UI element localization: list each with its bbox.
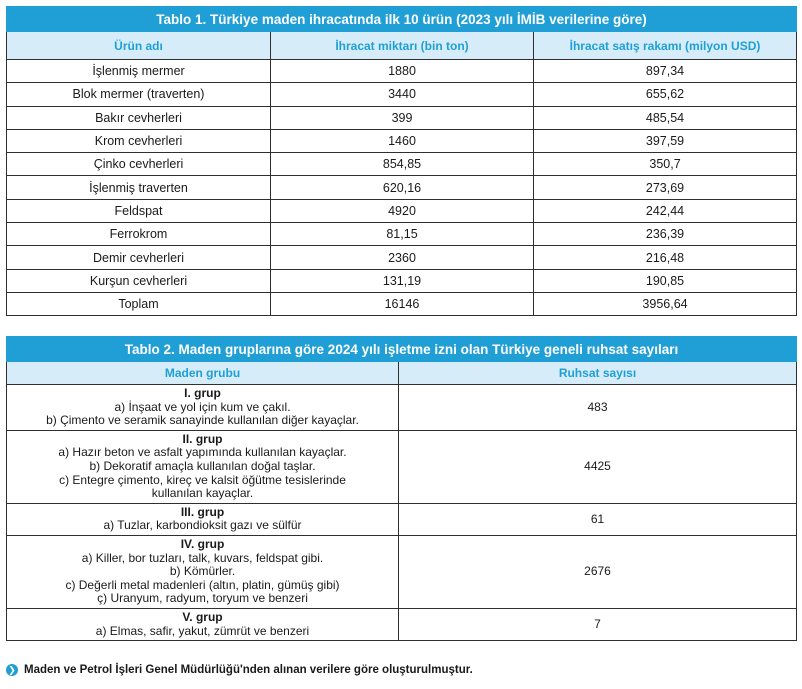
quantity-cell: 81,15 <box>271 223 534 246</box>
license-table <box>6 336 797 641</box>
group-description-line: a) İnşaat ve yol için kum ve çakıl. <box>114 399 291 414</box>
table-row <box>7 535 797 608</box>
quantity-cell: 1460 <box>271 129 534 152</box>
group-description-line: a) Hazır beton ve asfalt yapımında kullanılan kayaçlar. <box>58 445 347 460</box>
product-cell: İşlenmiş traverten <box>7 176 271 199</box>
table-row <box>7 292 797 315</box>
table2-title: Tablo 2. Maden gruplarına göre 2024 yılı işletme izni olan Türkiye geneli ruhsat sayıları <box>7 337 797 362</box>
table-row <box>7 199 797 222</box>
group-description-line: a) Killer, bor tuzları, talk, kuvars, feldspat gibi. <box>81 550 324 565</box>
table2-header-count: Ruhsat sayısı <box>399 362 797 385</box>
table-row <box>7 430 797 503</box>
group-description-line: a) Tuzlar, karbondioksit gazı ve sülfür <box>103 518 302 533</box>
table1-header-row <box>7 32 797 60</box>
quantity-cell: 4920 <box>271 199 534 222</box>
product-cell: İşlenmiş mermer <box>7 60 271 83</box>
value-cell: 273,69 <box>534 176 797 199</box>
license-count-cell: 61 <box>399 503 797 535</box>
group-description-line: ç) Uranyum, radyum, toryum ve benzeri <box>97 591 308 606</box>
group-description-line: b) Kömürler. <box>169 564 236 579</box>
product-cell: Blok mermer (traverten) <box>7 83 271 106</box>
group-name: III. grup <box>180 504 225 519</box>
export-table <box>6 6 797 316</box>
group-name: V. grup <box>182 609 223 624</box>
product-cell: Demir cevherleri <box>7 246 271 269</box>
table1-header-value: İhracat satış rakamı (milyon USD) <box>534 32 797 60</box>
product-cell: Kurşun cevherleri <box>7 269 271 292</box>
table1-body <box>7 60 797 316</box>
table-row <box>7 106 797 129</box>
table1-header-product: Ürün adı <box>7 32 271 60</box>
table-row <box>7 503 797 535</box>
quantity-cell: 1880 <box>271 60 534 83</box>
footnote-text: Maden ve Petrol İşleri Genel Müdürlüğü'nden alınan verilere göre oluşturulmuştur. <box>24 664 473 676</box>
license-count-cell: 483 <box>399 385 797 431</box>
table-row <box>7 608 797 640</box>
table-row <box>7 129 797 152</box>
table2-title-row <box>7 337 797 362</box>
table2-body <box>7 385 797 641</box>
quantity-cell: 854,85 <box>271 153 534 176</box>
group-cell <box>7 430 399 503</box>
footnote <box>6 664 473 676</box>
product-cell: Feldspat <box>7 199 271 222</box>
table2-header-row <box>7 362 797 385</box>
license-count-cell: 7 <box>399 608 797 640</box>
group-name: I. grup <box>184 386 221 400</box>
product-cell: Çinko cevherleri <box>7 153 271 176</box>
chevron-right-icon: ❯ <box>6 664 18 676</box>
value-cell: 216,48 <box>534 246 797 269</box>
group-cell <box>7 535 399 608</box>
value-cell: 350,7 <box>534 153 797 176</box>
group-cell <box>7 385 399 431</box>
quantity-cell: 2360 <box>271 246 534 269</box>
value-cell: 655,62 <box>534 83 797 106</box>
table-row <box>7 269 797 292</box>
group-description-line: b) Çimento ve seramik sanayinde kullanılan diğer kayaçlar. <box>46 413 359 428</box>
table-row <box>7 246 797 269</box>
table-row <box>7 60 797 83</box>
product-cell: Bakır cevherleri <box>7 106 271 129</box>
group-description-line: kullanılan kayaçlar. <box>151 486 254 501</box>
value-cell: 242,44 <box>534 199 797 222</box>
quantity-cell: 3440 <box>271 83 534 106</box>
quantity-cell: 399 <box>271 106 534 129</box>
group-name: II. grup <box>182 431 223 446</box>
value-cell: 3956,64 <box>534 292 797 315</box>
product-cell: Ferrokrom <box>7 223 271 246</box>
quantity-cell: 131,19 <box>271 269 534 292</box>
group-description-line: b) Dekoratif amaçla kullanılan doğal taşlar. <box>89 458 316 473</box>
value-cell: 897,34 <box>534 60 797 83</box>
group-cell <box>7 608 399 640</box>
table-row <box>7 223 797 246</box>
table-row <box>7 83 797 106</box>
table-row <box>7 153 797 176</box>
license-count-cell: 2676 <box>399 535 797 608</box>
value-cell: 485,54 <box>534 106 797 129</box>
group-description-line: c) Entegre çimento, kireç ve kalsit öğütme tesislerinde <box>59 472 346 487</box>
quantity-cell: 16146 <box>271 292 534 315</box>
table1-title-row <box>7 7 797 32</box>
group-description-line: a) Elmas, safir, yakut, zümrüt ve benzeri <box>95 623 310 638</box>
license-count-cell: 4425 <box>399 430 797 503</box>
table-row <box>7 385 797 431</box>
group-name: IV. grup <box>180 536 225 551</box>
table2-header-group: Maden grubu <box>7 362 399 385</box>
product-cell: Toplam <box>7 292 271 315</box>
group-cell <box>7 503 399 535</box>
value-cell: 397,59 <box>534 129 797 152</box>
table-row <box>7 176 797 199</box>
quantity-cell: 620,16 <box>271 176 534 199</box>
table1-title: Tablo 1. Türkiye maden ihracatında ilk 10 ürün (2023 yılı İMİB verilerine göre) <box>7 7 797 32</box>
table1-header-quantity: İhracat miktarı (bin ton) <box>271 32 534 60</box>
value-cell: 236,39 <box>534 223 797 246</box>
product-cell: Krom cevherleri <box>7 129 271 152</box>
value-cell: 190,85 <box>534 269 797 292</box>
group-description-line: c) Değerli metal madenleri (altın, platin, gümüş gibi) <box>65 577 340 592</box>
